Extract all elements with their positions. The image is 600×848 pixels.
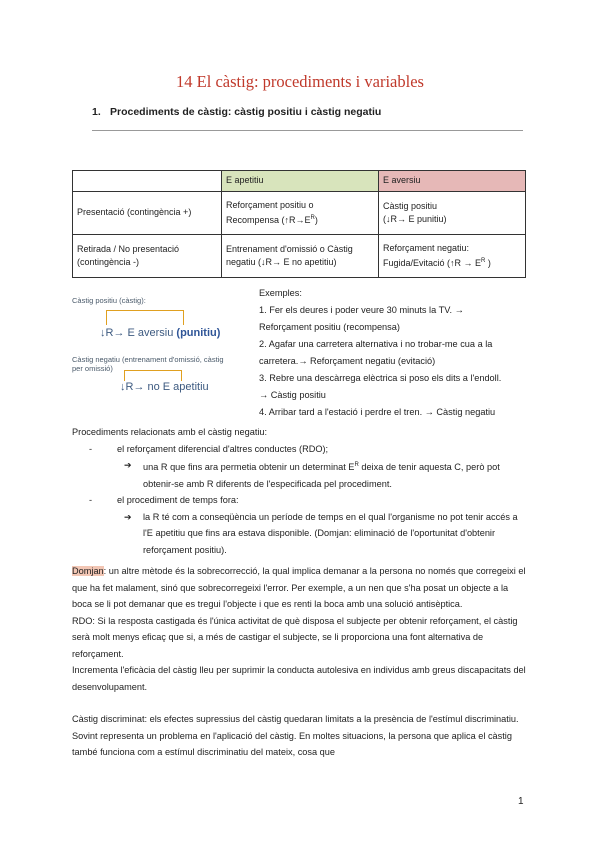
cell-text: Recompensa (↑R→E	[226, 215, 311, 225]
cell-text: Retirada / No presentació	[77, 243, 180, 254]
diagram-line-positive	[100, 327, 220, 339]
diagram-text: per omissió)	[72, 364, 113, 373]
procedures-section	[72, 424, 530, 558]
highlighted-term: Domjan	[72, 566, 104, 576]
paragraphs-section	[72, 563, 530, 761]
punishment-diagram	[72, 288, 272, 398]
cell-reforcament-positiu	[222, 192, 379, 235]
section-number: 1.	[92, 106, 101, 118]
list-item: - el procediment de temps fora:	[89, 495, 239, 506]
page-title: 14 El càstig: procediments i variables	[176, 72, 424, 91]
table-row	[73, 235, 526, 278]
list-item-text: la R té com a conseqüència un període de temps en el qual l'organisme no pot tenir accés a l'E apetitiu que fins ara estava disponible. (Domjan: eliminació de l'oportunitat d'obtenir reforçament positiu).	[143, 511, 518, 555]
list-item-text: el procediment de temps fora:	[117, 495, 239, 506]
cell-text: Reforçament negatiu:	[383, 242, 470, 253]
row-label-retirada	[73, 235, 222, 278]
list-item-text: deixa de tenir aquesta C, però pot obtenir-se amb R diferents de l'especificada pel procediment.	[143, 462, 500, 489]
cell-text: (↓R→ E punitiu)	[383, 214, 447, 224]
example-line: Reforçament positiu (recompensa)	[259, 322, 400, 332]
cell-text: Reforçament positiu o	[226, 199, 314, 210]
cell-reforcament-negatiu	[379, 235, 526, 278]
discriminat-paragraph: Càstig discriminat: els efectes supressius del càstig quedaran limitats a la presència de l'estímul discriminatiu. Sovint representa un problema en l'aplicació del càstig. En moltes situacions, la persona que aplica el càstig també funciona com a estímul discriminatiu del mateix, cosa que	[72, 714, 519, 757]
superscript: R	[354, 462, 359, 468]
example-line: 3. Rebre una descàrrega elèctrica si poso els dits a l'endoll.	[259, 373, 502, 383]
cell-text: negatiu (↓R→ E no apetitiu)	[226, 257, 337, 267]
cell-text: Càstig positiu	[383, 200, 438, 211]
example-line: carretera.→ Reforçament negatiu (evitació)	[259, 356, 436, 366]
section-heading-text: Procediments de càstig: càstig positiu i càstig negatiu	[110, 106, 382, 118]
diagram-label-positive: Càstig positiu (càstig):	[72, 296, 146, 305]
divider	[92, 130, 523, 131]
cell-text: Entrenament d'omissió o Càstig	[226, 243, 353, 254]
cell-text: Fugida/Evitació (↑R → E	[383, 258, 482, 268]
cell-text: )	[485, 258, 491, 268]
cell-text: (contingència -)	[77, 257, 140, 267]
procedures-heading: Procediments relacionats amb el càstig negatiu:	[72, 427, 268, 437]
diagram-bracket	[106, 310, 184, 325]
incrementa-paragraph: Incrementa l'eficàcia del càstig lleu per suprimir la conducta autolesiva en individus amb greus discapacitats del desenvolupament.	[72, 665, 526, 692]
paragraph-text: : un altre mètode és la sobrecorrecció, la qual implica demanar a la persona no només que corregeixi el que ha fet malament, sinó que sobrecorregeixi l'error. Per exemple, a un nen que s'ha posat un objecte a la boca se li pot demanar que es tregui l'objecte i que es renti la boca amb una solució antisèptica.	[72, 566, 526, 609]
table-header-aversiu: E aversiu	[379, 171, 526, 192]
example-line: → Càstig positiu	[259, 390, 326, 400]
diagram-bold: (punitiu)	[176, 327, 221, 339]
list-item-text: una R que fins ara permetia obtenir un determinat E	[143, 462, 355, 473]
page-number: 1	[518, 796, 524, 807]
diagram-line-negative: ↓R→ no E apetitiu	[120, 381, 209, 393]
procedures-table	[72, 170, 526, 278]
example-line: 2. Agafar una carretera alternativa i no trobar-me cua a la	[259, 339, 493, 349]
list-subitem	[72, 509, 530, 559]
examples-block	[259, 285, 534, 421]
list-item: - el reforçament diferencial d'altres conductes (RDO);	[89, 443, 329, 454]
row-label-presentacio: Presentació (contingència +)	[73, 192, 222, 235]
list-item-text: el reforçament diferencial d'altres conductes (RDO);	[117, 443, 329, 454]
arrow-icon: ➔	[124, 511, 132, 522]
diagram-text: ↓R→ E aversiu	[100, 327, 177, 339]
examples-heading: Exemples:	[259, 288, 302, 298]
domjan-paragraph	[72, 563, 530, 613]
cell-castig-positiu	[379, 192, 526, 235]
example-line: 1. Fer els deures i poder veure 30 minuts la TV. →	[259, 305, 464, 315]
cell-text: )	[314, 215, 318, 225]
arrow-icon: ➔	[124, 460, 132, 470]
diagram-text: Càstig negatiu (entrenament d'omissió, càstig	[72, 355, 224, 364]
section-heading	[92, 106, 381, 118]
superscript: R	[481, 258, 486, 264]
diagram-bracket	[124, 370, 182, 381]
example-line: 4. Arribar tard a l'estació i perdre el tren. → Càstig negatiu	[259, 407, 496, 417]
table-header-row	[73, 171, 526, 192]
cell-castig-negatiu	[222, 235, 379, 278]
list-subitem	[72, 457, 530, 492]
rdo-paragraph: RDO: Si la resposta castigada és l'única activitat de què disposa el subjecte per obtenir reforçament, el càstig serà molt menys eficaç que si, a més de castigar el subjecte, se li proporciona una font alternativa de reforçament.	[72, 615, 518, 659]
table-row	[73, 192, 526, 235]
table-header-apetitiu: E apetitiu	[222, 171, 379, 192]
table-header-empty	[73, 171, 222, 192]
superscript: R	[310, 215, 315, 221]
